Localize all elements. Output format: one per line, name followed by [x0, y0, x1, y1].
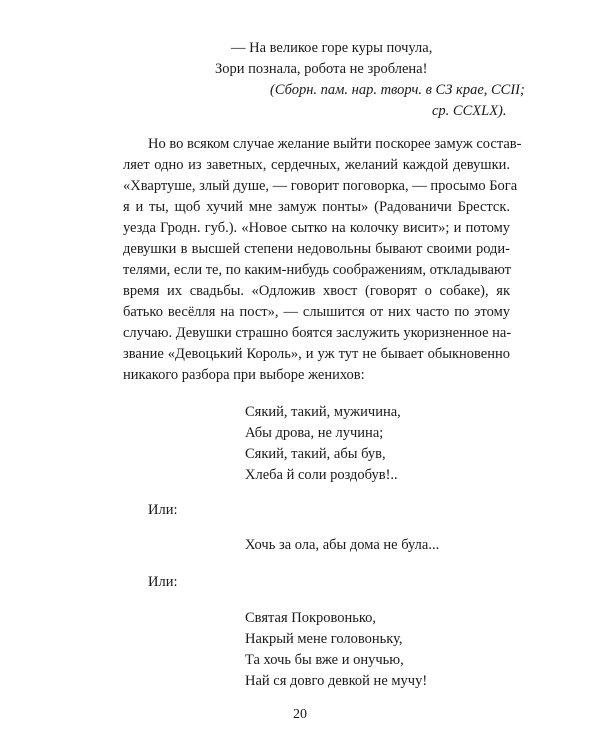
epigraph-source: ср. CCXLX).: [432, 103, 507, 119]
verse-line: Абы дрова, не лучина;: [245, 425, 384, 441]
paragraph-line: я и ты, щоб хучий мне замуж понты» (Радованичи Брестск.: [123, 199, 510, 215]
paragraph-line: никакого разбора при выборе женихов:: [123, 367, 365, 383]
paragraph-line: телями, если те, по каким-нибудь соображениям, откладывают: [123, 262, 511, 278]
epigraph-line: Зори познала, робота не зроблена!: [215, 61, 428, 77]
paragraph-line: девушки в высшей степени недовольны бывают своими роди-: [123, 241, 510, 257]
verse-line: Хлеба й соли роздобув!..: [245, 467, 398, 483]
paragraph-line: случаю. Девушки страшно боятся заслужить укоризненное на-: [123, 325, 512, 341]
verse-line: Хочь за ола, абы дома не була...: [245, 537, 440, 553]
paragraph-line: батько весёлля на пост», — слышится от них часто по этому: [123, 304, 510, 320]
verse-line: Святая Покровонько,: [245, 610, 377, 626]
paragraph-line: время их свадьбы. «Одложив хвост (говорят о собаке), як: [123, 283, 510, 299]
verse-line: Най ся довго девкой не мучу!: [245, 673, 428, 689]
epigraph-line: — На великое горе куры почула,: [231, 40, 433, 56]
epigraph-source: (Сборн. пам. нар. творч. в СЗ крае, CCII;: [270, 82, 525, 98]
verse-line: Сякий, такий, мужичина,: [245, 404, 401, 420]
page-number: 20: [293, 707, 307, 722]
paragraph-line: Но во всяком случае желание выйти поскорее замуж состав-: [148, 136, 522, 152]
verse-line: Та хочь бы вже и онучью,: [245, 652, 404, 668]
paragraph-line: «Хвартуше, злый душе, — говорит поговорка, — просымо Бога: [123, 178, 518, 194]
paragraph-line: звание «Девоцький Король», и уж тут не бывает обыкновенно: [123, 346, 510, 362]
or-label: Или:: [148, 502, 178, 518]
paragraph-line: уезда Гродн. губ.). «Новое сытко на колочку висит»; и потому: [123, 220, 510, 236]
verse-line: Накрый мене головоньку,: [245, 631, 403, 647]
verse-line: Сякий, такий, абы був,: [245, 446, 386, 462]
or-label: Или:: [148, 574, 178, 590]
paragraph-line: ляет одно из заветных, сердечных, желаний каждой девушки.: [123, 157, 510, 173]
